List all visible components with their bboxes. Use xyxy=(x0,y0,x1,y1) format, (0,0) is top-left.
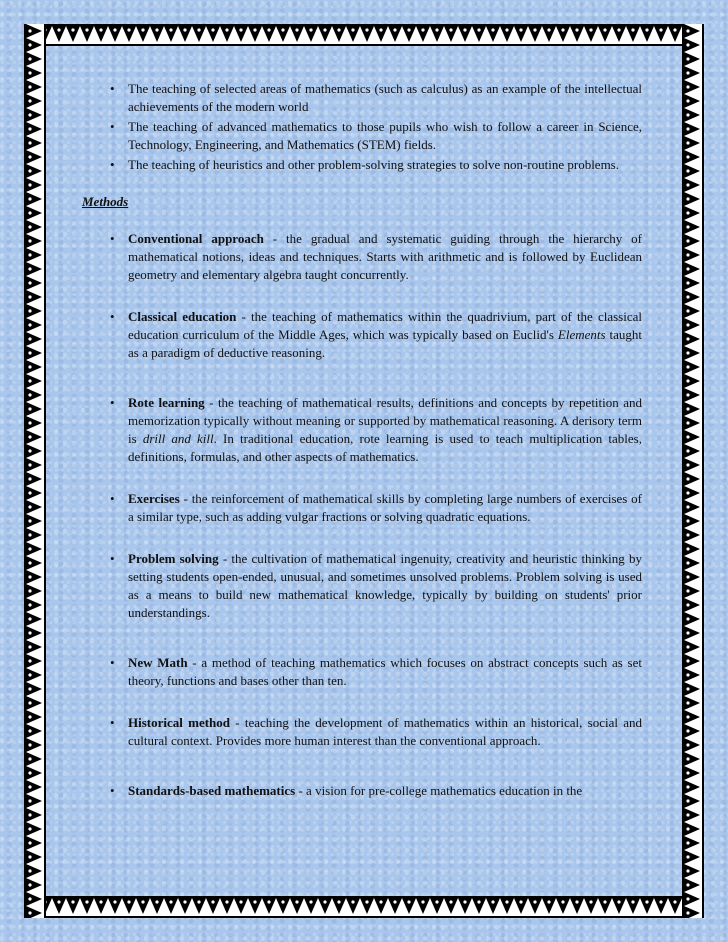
term: Historical method xyxy=(128,715,231,730)
list-item: • Exercises - the reinforcement of mathematical skills by completing large numbers of exercises of a similar type, such as adding vulgar fractions or solving quadratic equations. xyxy=(86,490,642,526)
term: Standards-based mathematics xyxy=(128,783,296,798)
methods-list xyxy=(86,230,642,800)
term: Problem solving xyxy=(128,551,219,566)
list-item: • The teaching of heuristics and other problem-solving strategies to solve non-routine problems. xyxy=(86,156,642,174)
list-item: • Conventional approach - the gradual and systematic guiding through the hierarchy of mathematical notions, ideas and techniques. Starts with arithmetic and is followed by Euclidean geometry and elementary algebra taught concurrently. xyxy=(86,230,642,284)
decorative-border-right xyxy=(682,24,704,918)
term: Rote learning xyxy=(128,395,205,410)
decorative-border-top xyxy=(24,24,704,46)
decorative-border-left xyxy=(24,24,46,918)
list-item: • Standards-based mathematics - a vision for pre-college mathematics education in the xyxy=(86,782,642,800)
goals-list xyxy=(86,80,642,174)
list-item: • Problem solving - the cultivation of mathematical ingenuity, creativity and heuristic thinking by setting students open-ended, unusual, and sometimes unsolved problems. Problem solving is used as a means to build new mathematical knowledge, typically by building on students' prior understandings. xyxy=(86,550,642,622)
list-item: • Historical method - teaching the development of mathematics within an historical, social and cultural context. Provides more human interest than the conventional approach. xyxy=(86,714,642,750)
list-item: • Rote learning - the teaching of mathematical results, definitions and concepts by repetition and memorization typically without meaning or supported by mathematical reasoning. A derisory term is drill and kill. In traditional education, rote learning is used to teach multiplication tables, definitions, formulas, and other aspects of mathematics. xyxy=(86,394,642,466)
page-content xyxy=(82,80,642,824)
section-heading-methods: Methods xyxy=(82,194,129,209)
list-item: • New Math - a method of teaching mathematics which focuses on abstract concepts such as set theory, functions and bases other than ten. xyxy=(86,654,642,690)
term: Classical education xyxy=(128,309,237,324)
list-item: • Classical education - the teaching of mathematics within the quadrivium, part of the classical education curriculum of the Middle Ages, which was typically based on Euclid's Elements taught as a paradigm of deductive reasoning. xyxy=(86,308,642,362)
zigzag-border-icon xyxy=(24,24,46,918)
zigzag-border-icon xyxy=(24,24,704,46)
zigzag-border-icon xyxy=(24,896,704,918)
list-item: • The teaching of advanced mathematics to those pupils who wish to follow a career in Science, Technology, Engineering, and Mathematics (STEM) fields. xyxy=(86,118,642,154)
term: New Math xyxy=(128,655,188,670)
list-item: • The teaching of selected areas of mathematics (such as calculus) as an example of the intellectual achievements of the modern world xyxy=(86,80,642,116)
zigzag-border-icon xyxy=(682,24,704,918)
term: Conventional approach xyxy=(128,231,264,246)
term: Exercises xyxy=(128,491,180,506)
decorative-border-bottom xyxy=(24,896,704,918)
